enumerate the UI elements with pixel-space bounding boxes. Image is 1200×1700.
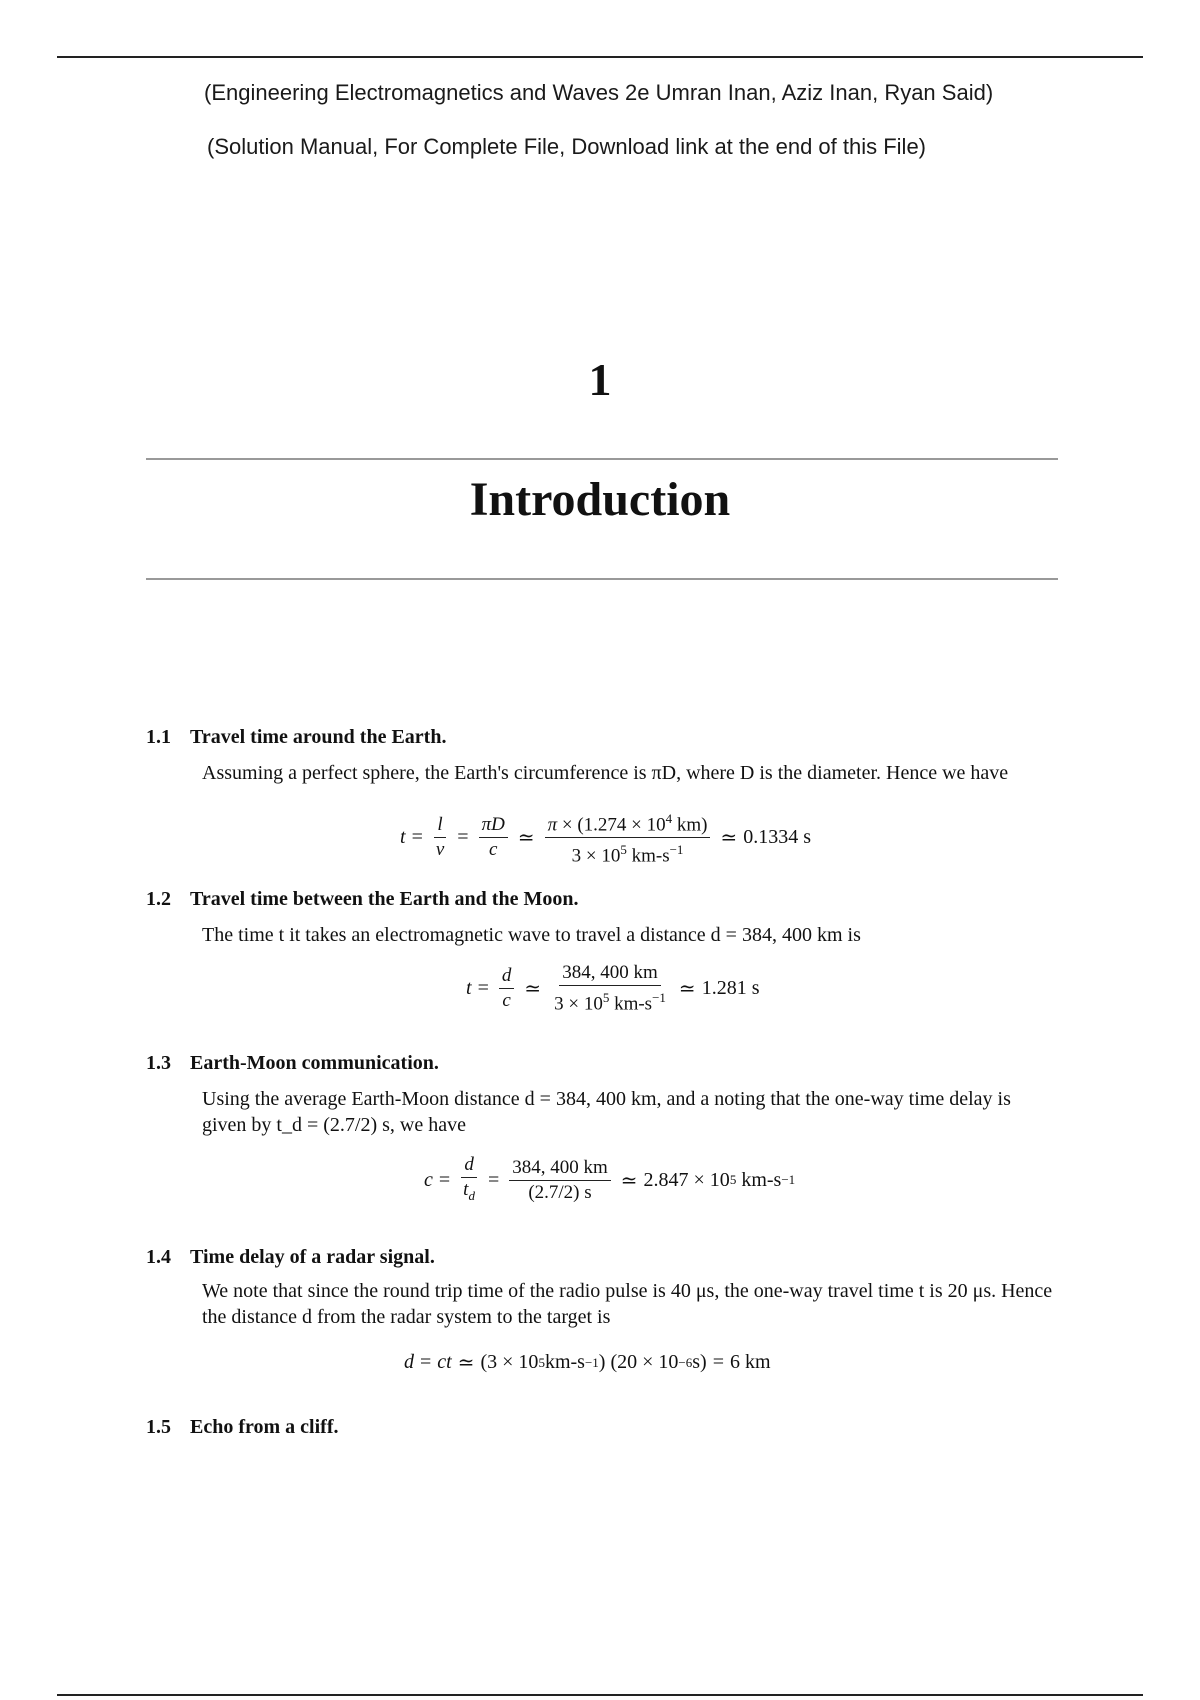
section-heading-1-5	[146, 1416, 339, 1439]
download-note-line: (Solution Manual, For Complete File, Download link at the end of this File)	[207, 134, 927, 159]
section-text-1-4	[202, 1278, 1058, 1330]
equation-1-1: t = $\frac{l}{v}$ = $\frac{\pi D}{c}$ ≃ $\frac{\pi \times (1.274 \times 10^4 km)}{3 \times 10^5 km-s^{-1}}$ ≃ 0.1334 s	[400, 808, 811, 868]
section-title: Time delay of a radar signal.	[190, 1246, 435, 1268]
section-number: 1.2	[146, 888, 171, 910]
section-number: 1.1	[146, 726, 171, 748]
section-number: 1.5	[146, 1416, 171, 1438]
paragraph: We note that since the round trip time of the radio pulse is 40 μs, the one-way travel time t is 20 μs. Hence the distance d from the radar system to the target is	[202, 1280, 1053, 1328]
section-heading-1-4	[146, 1246, 435, 1269]
section-text-1-1	[202, 760, 1058, 786]
section-title: Travel time between the Earth and the Moon.	[190, 888, 579, 910]
book-title-line: (Engineering Electromagnetics and Waves 2e Umran Inan, Aziz Inan, Ryan Said)	[204, 80, 994, 105]
section-title: Travel time around the Earth.	[190, 726, 447, 748]
chapter-title: Introduction	[469, 473, 731, 526]
paragraph: Assuming a perfect sphere, the Earth's circumference is πD, where D is the diameter. Hence we have	[202, 762, 1009, 784]
chapter-rule-bottom	[146, 578, 1058, 580]
equation-1-4: d = ct ≃ (3 × 10 5 km-s −1 ) (20 × 10 −6 s) = 6 km	[404, 1351, 771, 1374]
bottom-rule	[57, 1694, 1143, 1696]
section-heading-1-1	[146, 726, 446, 749]
chapter-number: 1	[588, 354, 612, 405]
equation-1-3: c = $\frac{d}{t_d}$ = $\frac{384, 400 km}{(2.7/2) s}$ ≃ 2.847 × 10 5 km-s −1	[424, 1154, 796, 1203]
section-title: Echo from a cliff.	[190, 1416, 339, 1438]
section-heading-1-3	[146, 1052, 439, 1075]
section-title: Earth-Moon communication.	[190, 1052, 439, 1074]
top-rule	[57, 56, 1143, 58]
section-text-1-3	[202, 1086, 1058, 1138]
section-number: 1.4	[146, 1246, 171, 1268]
section-number: 1.3	[146, 1052, 171, 1074]
equation-1-2: t = $\frac{d}{c}$ ≃ $\frac{384, 400 km}{3 \times 10^5 km-s^{-1}}$ ≃ 1.281 s	[466, 962, 760, 1015]
section-text-1-2	[202, 922, 1058, 948]
section-heading-1-2	[146, 888, 578, 911]
paragraph: The time t it takes an electromagnetic wave to travel a distance d = 384, 400 km is	[202, 924, 861, 946]
chapter-rule-top	[146, 458, 1058, 460]
paragraph: Using the average Earth-Moon distance d = 384, 400 km, and a noting that the one-way time delay is given by t_d = (2.7/2) s, we have	[202, 1088, 1011, 1136]
